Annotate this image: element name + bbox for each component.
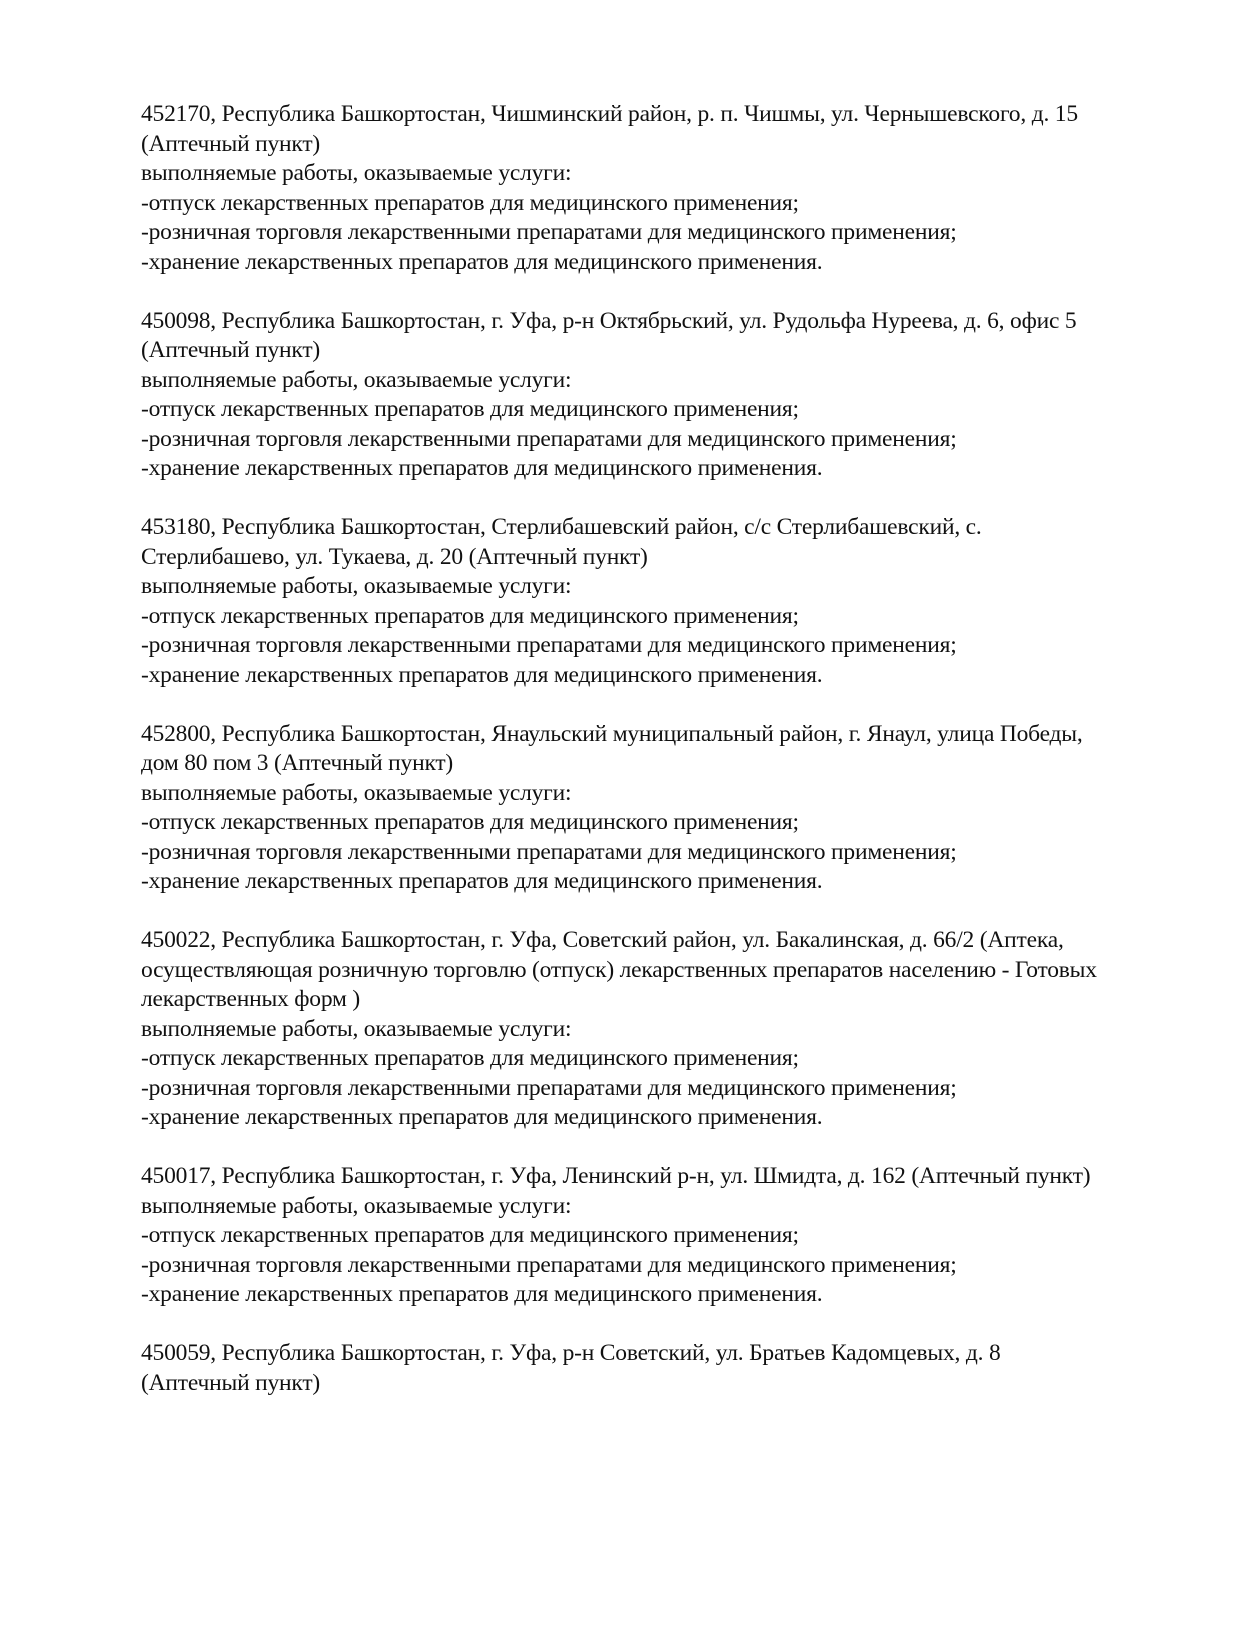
- service-item: -розничная торговля лекарственными препаратами для медицинского применения;: [141, 1251, 957, 1278]
- services-heading: выполняемые работы, оказываемые услуги:: [141, 1015, 572, 1042]
- service-item: -розничная торговля лекарственными препаратами для медицинского применения;: [141, 219, 957, 245]
- service-item: -отпуск лекарственных препаратов для медицинского применения;: [141, 396, 799, 422]
- service-item: -розничная торговля лекарственными препаратами для медицинского применения;: [141, 838, 957, 865]
- service-item: -розничная торговля лекарственными препаратами для медицинского применения;: [141, 1074, 957, 1101]
- address-line: 452170, Республика Башкортостан, Чишминский район, р. п. Чишмы, ул. Чернышевского, д. 15: [141, 101, 1078, 127]
- service-item: -отпуск лекарственных препаратов для медицинского применения;: [141, 1222, 799, 1248]
- address-line: Стерлибашево, ул. Тукаева, д. 20 (Аптечный пункт): [141, 543, 648, 570]
- services-heading: выполняемые работы, оказываемые услуги:: [141, 366, 572, 393]
- address-line: 452800, Республика Башкортостан, Янаульский муниципальный район, г. Янаул, улица Победы,: [141, 720, 1083, 747]
- service-item: -отпуск лекарственных препаратов для медицинского применения;: [141, 809, 799, 835]
- service-item: -хранение лекарственных препаратов для медицинского применения.: [141, 1281, 823, 1307]
- services-heading: выполняемые работы, оказываемые услуги:: [141, 160, 572, 186]
- service-item: -хранение лекарственных препаратов для медицинского применения.: [141, 868, 823, 894]
- pharmacy-entry: [141, 100, 1151, 277]
- address-line: осуществляющая розничную торговлю (отпуск) лекарственных препаратов населению - Готовых: [141, 956, 1097, 983]
- address-line: 450098, Республика Башкортостан, г. Уфа, р-н Октябрьский, ул. Рудольфа Нуреева, д. 6, офис 5: [141, 307, 1077, 334]
- document-page: [141, 100, 1151, 1428]
- services-heading: выполняемые работы, оказываемые услуги:: [141, 1192, 572, 1219]
- services-heading: выполняемые работы, оказываемые услуги:: [141, 573, 572, 599]
- service-item: -хранение лекарственных препаратов для медицинского применения.: [141, 248, 823, 275]
- service-item: -хранение лекарственных препаратов для медицинского применения.: [141, 1104, 823, 1130]
- address-line: (Аптечный пункт): [141, 130, 321, 157]
- address-line: 453180, Республика Башкортостан, Стерлибашевский район, с/с Стерлибашевский, с.: [141, 514, 982, 540]
- service-item: -отпуск лекарственных препаратов для медицинского применения;: [141, 1045, 799, 1071]
- pharmacy-entry: [141, 1162, 1151, 1310]
- address-line: 450017, Республика Башкортостан, г. Уфа, Ленинский р-н, ул. Шмидта, д. 162 (Аптечный пункт): [141, 1163, 1091, 1189]
- address-line: 450022, Республика Башкортостан, г. Уфа, Советский район, ул. Бакалинская, д. 66/2 (Аптека,: [141, 927, 1064, 953]
- address-line: (Аптечный пункт): [141, 337, 321, 363]
- pharmacy-entry: [141, 513, 1151, 690]
- pharmacy-entry: [141, 1339, 1151, 1398]
- pharmacy-entry: [141, 307, 1151, 484]
- address-line: (Аптечный пункт): [141, 1369, 321, 1396]
- service-item: -хранение лекарственных препаратов для медицинского применения.: [141, 455, 823, 481]
- service-item: -розничная торговля лекарственными препаратами для медицинского применения;: [141, 425, 957, 452]
- address-line: лекарственных форм ): [141, 986, 360, 1012]
- pharmacy-entry: [141, 720, 1151, 897]
- address-line: 450059, Республика Башкортостан, г. Уфа, р-н Советский, ул. Братьев Кадомцевых, д. 8: [141, 1340, 1001, 1366]
- service-item: -розничная торговля лекарственными препаратами для медицинского применения;: [141, 632, 957, 658]
- address-line: дом 80 пом 3 (Аптечный пункт): [141, 750, 454, 776]
- pharmacy-entry: [141, 926, 1151, 1133]
- services-heading: выполняемые работы, оказываемые услуги:: [141, 779, 572, 806]
- service-item: -отпуск лекарственных препаратов для медицинского применения;: [141, 602, 799, 629]
- service-item: -хранение лекарственных препаратов для медицинского применения.: [141, 661, 823, 688]
- service-item: -отпуск лекарственных препаратов для медицинского применения;: [141, 189, 799, 216]
